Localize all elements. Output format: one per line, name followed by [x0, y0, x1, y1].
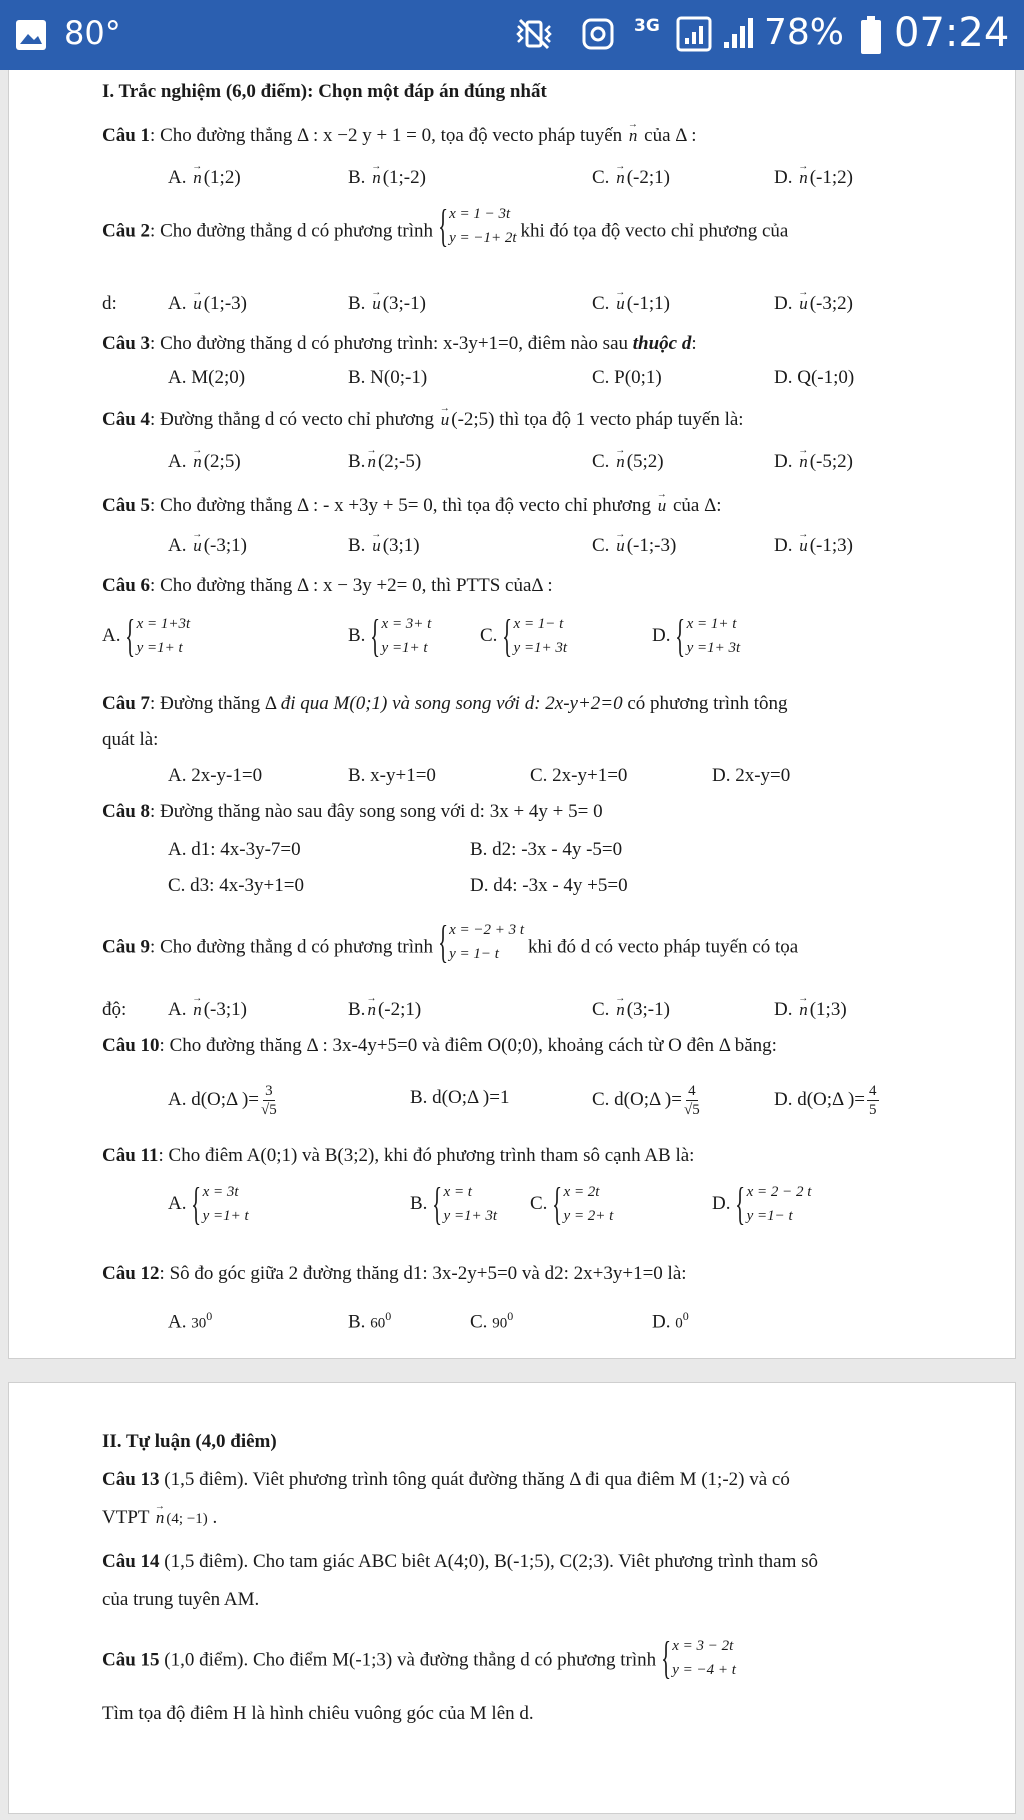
question-12: Câu 12: Sô đo góc giữa 2 đường thăng d1: 3x-2y+5=0 và d2: 2x+3y+1=0 là: [102, 1263, 687, 1284]
q10-option-c[interactable]: C. d(O;Δ )= $\frac{4}{√5}$ [592, 1083, 700, 1118]
q4-option-a[interactable]: A. → n (2;5) [168, 450, 241, 474]
question-8: Câu 8: Đường thăng nào sau đây song song với d: 3x + 4y + 5= 0 [102, 801, 603, 822]
q2-lead: d: [102, 293, 117, 314]
sync-icon [582, 18, 614, 50]
question-6: Câu 6: Cho đường thăng Δ : x − 3y +2= 0, thì PTTS củaΔ : [102, 575, 553, 596]
q11-option-b[interactable]: B. { x = t y =1+ 3t [410, 1178, 498, 1229]
cell-signal-icon [722, 16, 756, 52]
q1-option-a[interactable]: A. → n (1;2) [168, 166, 241, 190]
q7-option-c[interactable]: C. 2x-y+1=0 [530, 765, 628, 786]
q3-option-b[interactable]: B. N(0;-1) [348, 367, 428, 388]
question-9: Câu 9: Cho đường thẳng d có phương trình { x = −2 + 3 t y = 1− t khi đó d có vecto pháp tuyến có tọa [102, 916, 799, 967]
question-4: Câu 4: Đường thẳng d có vecto chỉ phương → u (-2;5) thì tọa độ 1 vecto pháp tuyến là: [102, 408, 744, 432]
q12-option-c[interactable]: C. $90^0$ [470, 1309, 514, 1333]
question-14: Câu 14 (1,5 điêm). Cho tam giác ABC biêt A(4;0), B(-1;5), C(2;3). Viêt phương trình tham sô [102, 1551, 818, 1572]
clock: 07:24 [894, 10, 1010, 56]
question-3: Câu 3: Cho đường thăng d có phương trình: x-3y+1=0, điêm nào sau thuộc d: [102, 333, 697, 354]
q12-option-b[interactable]: B. $60^0$ [348, 1309, 392, 1333]
q3-option-c[interactable]: C. P(0;1) [592, 367, 662, 388]
q7-option-a[interactable]: A. 2x-y-1=0 [168, 765, 263, 786]
question-7-line2: quát là: [102, 729, 159, 750]
q8-option-d[interactable]: D. d4: -3x - 4y +5=0 [470, 875, 628, 896]
question-7: Câu 7: Đường thăng Δ đi qua M(0;1) và song song với d: 2x-y+2=0 có phương trình tông [102, 693, 788, 714]
q10-option-b[interactable]: B. d(O;Δ )=1 [410, 1087, 510, 1108]
q2-option-d[interactable]: D. → u (-3;2) [774, 292, 853, 316]
question-11: Câu 11: Cho điêm A(0;1) và B(3;2), khi đó phương trình tham sô cạnh AB là: [102, 1145, 695, 1166]
q3-option-d[interactable]: D. Q(-1;0) [774, 367, 855, 388]
wifi-signal-icon [676, 16, 712, 52]
q8-option-b[interactable]: B. d2: -3x - 4y -5=0 [470, 839, 623, 860]
q5-option-c[interactable]: C. → u (-1;-3) [592, 534, 676, 558]
question-15: Câu 15 (1,0 điểm). Cho điểm M(-1;3) và đường thẳng d có phương trình { x = 3 − 2t y = −4 + t [102, 1632, 736, 1683]
question-2: Câu 2: Cho đường thẳng d có phương trình { x = 1 − 3t y = −1+ 2t khi đó tọa độ vecto chỉ phương của [102, 200, 789, 251]
q4-option-d[interactable]: D. → n (-5;2) [774, 450, 853, 474]
q5-option-a[interactable]: A. → u (-3;1) [168, 534, 247, 558]
q10-option-d[interactable]: D. d(O;Δ )= $\frac{4}{5}$ [774, 1083, 877, 1118]
question-13: Câu 13 (1,5 điêm). Viêt phương trình tông quát đường thăng Δ đi qua điêm M (1;-2) và có [102, 1469, 790, 1490]
gallery-icon [14, 18, 48, 52]
battery-percent: 78% [764, 12, 845, 53]
q6-option-a[interactable]: A. { x = 1+3t y =1+ t [102, 610, 191, 661]
q7-option-b[interactable]: B. x-y+1=0 [348, 765, 436, 786]
question-10: Câu 10: Cho đường thăng Δ : 3x-4y+5=0 và điêm O(0;0), khoảng cách từ O đên Δ băng: [102, 1035, 777, 1056]
q11-option-c[interactable]: C. { x = 2t y = 2+ t [530, 1178, 614, 1229]
q8-option-a[interactable]: A. d1: 4x-3y-7=0 [168, 839, 301, 860]
status-bar [0, 0, 1024, 70]
q12-option-a[interactable]: A. $30^0$ [168, 1309, 213, 1333]
temperature: 80° [64, 14, 121, 52]
question-13-line2: VTPT → n (4; −1) . [102, 1506, 217, 1531]
q10-option-a[interactable]: A. d(O;Δ )= $\frac{3}{√5}$ [168, 1083, 277, 1118]
q9-option-b[interactable]: B.→ n (-2;1) [348, 998, 421, 1022]
q7-option-d[interactable]: D. 2x-y=0 [712, 765, 791, 786]
q11-option-a[interactable]: A. { x = 3t y =1+ t [168, 1178, 249, 1229]
q2-option-a[interactable]: A. → u (1;-3) [168, 292, 247, 316]
q4-option-b[interactable]: B.→ n (2;-5) [348, 450, 421, 474]
q2-option-b[interactable]: B. → u (3;-1) [348, 292, 426, 316]
q6-option-d[interactable]: D. { x = 1+ t y =1+ 3t [652, 610, 741, 661]
part1-title: I. Trắc nghiệm (6,0 điểm): Chọn một đáp án đúng nhất [102, 81, 547, 102]
question-1: Câu 1: Cho đường thẳng Δ : x −2 y + 1 = 0, tọa độ vecto pháp tuyến → n của Δ : [102, 124, 696, 148]
q4-option-c[interactable]: C. → n (5;2) [592, 450, 664, 474]
question-14-line2: của trung tuyên AM. [102, 1589, 260, 1610]
q1-option-c[interactable]: C. → n (-2;1) [592, 166, 670, 190]
vibrate-mute-icon [512, 16, 556, 52]
q12-option-d[interactable]: D. $0^0$ [652, 1309, 689, 1333]
q5-option-b[interactable]: B. → u (3;1) [348, 534, 420, 558]
part2-title: II. Tự luận (4,0 điêm) [102, 1431, 277, 1452]
q1-option-d[interactable]: D. → n (-1;2) [774, 166, 853, 190]
q6-option-c[interactable]: C. { x = 1− t y =1+ 3t [480, 610, 568, 661]
q3-option-a[interactable]: A. M(2;0) [168, 367, 246, 388]
q2-option-c[interactable]: C. → u (-1;1) [592, 292, 670, 316]
question-5: Câu 5: Cho đường thẳng Δ : - x +3y + 5= 0, thì tọa độ vecto chỉ phương → u của Δ: [102, 494, 722, 518]
q6-option-b[interactable]: B. { x = 3+ t y =1+ t [348, 610, 432, 661]
network-type: 3G [634, 16, 660, 36]
q11-option-d[interactable]: D. { x = 2 − 2 t y =1− t [712, 1178, 812, 1229]
question-15-line2: Tìm tọa độ điêm H là hình chiêu vuông góc của M lên d. [102, 1703, 534, 1724]
q9-option-c[interactable]: C. → n (3;-1) [592, 998, 670, 1022]
q1-option-b[interactable]: B. → n (1;-2) [348, 166, 426, 190]
q9-lead: độ: [102, 999, 127, 1020]
q9-option-d[interactable]: D. → n (1;3) [774, 998, 847, 1022]
q9-option-a[interactable]: A. → n (-3;1) [168, 998, 247, 1022]
q8-option-c[interactable]: C. d3: 4x-3y+1=0 [168, 875, 304, 896]
q5-option-d[interactable]: D. → u (-1;3) [774, 534, 853, 558]
battery-icon [860, 16, 882, 54]
